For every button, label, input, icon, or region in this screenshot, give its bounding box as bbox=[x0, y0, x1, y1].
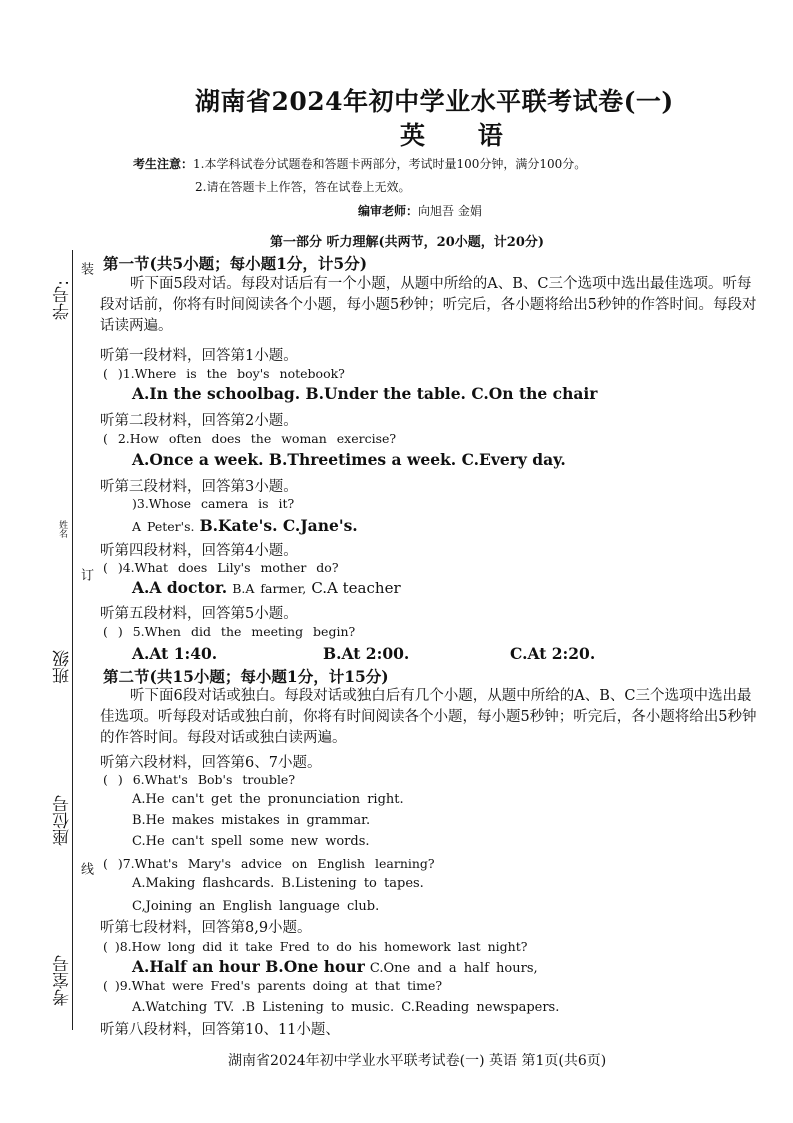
question-5-option-c: C.At 2:20. bbox=[510, 644, 596, 663]
margin-class-label: 班级 bbox=[53, 650, 73, 684]
margin-seat-label: 座位号 bbox=[53, 795, 73, 846]
margin-name-label: 姓名 bbox=[57, 520, 67, 538]
editor-line bbox=[358, 202, 482, 219]
notice-item-2: 2.请在答题卡上作答，答在试卷上无效。 bbox=[195, 180, 411, 194]
question-4-option-a: A.A doctor. bbox=[132, 578, 228, 597]
question-8-options bbox=[132, 957, 538, 976]
question-3: )3.Whose camera is it? bbox=[132, 496, 295, 511]
question-4-options bbox=[132, 578, 401, 597]
question-4-option-b: B.A farmer, bbox=[232, 581, 307, 596]
margin-student-id-label: 学号: bbox=[53, 280, 73, 320]
question-3-option-a: A Peter's. bbox=[132, 519, 195, 534]
material-6: 听第六段材料，回答第6、7小题。 bbox=[100, 755, 322, 771]
question-5: ( ) 5.When did the meeting begin? bbox=[103, 624, 356, 639]
question-7-options-ab: A.Making flashcards. B.Listening to tapes. bbox=[132, 876, 424, 891]
margin-ding: 订 bbox=[78, 568, 93, 581]
section1-title: 第一节(共5小题；每小题1分，计5分) bbox=[103, 254, 368, 273]
question-8-option-c: C.One and a half hours, bbox=[369, 961, 538, 976]
question-2-options: A.Once a week. B.Threetimes a week. C.Every day. bbox=[132, 450, 566, 469]
question-1: ( )1.Where is the boy's notebook? bbox=[103, 366, 345, 381]
notice-item-1: 1.本学科试卷分试题卷和答题卡两部分，考试时量100分钟，满分100分。 bbox=[193, 157, 587, 171]
editor-label: 编审老师： bbox=[358, 204, 419, 218]
page-footer: 湖南省2024年初中学业水平联考试卷(一) 英语 第1页(共6页) bbox=[228, 1053, 607, 1069]
question-8-options-ab: A.Half an hour B.One hour bbox=[132, 957, 365, 976]
notice-label: 考生注意： bbox=[133, 157, 194, 171]
question-6-option-a: A.He can't get the pronunciation right. bbox=[132, 792, 404, 807]
question-7: ( )7.What's Mary's advice on English learning? bbox=[103, 856, 435, 871]
question-5-option-a: A.At 1:40. bbox=[132, 644, 218, 663]
question-6: ( ) 6.What's Bob's trouble? bbox=[103, 772, 296, 787]
question-4: ( )4.What does Lily's mother do? bbox=[103, 560, 339, 575]
material-1: 听第一段材料，回答第1小题。 bbox=[100, 348, 298, 364]
question-8: ( )8.How long did it take Fred to do his homework last night? bbox=[103, 939, 528, 954]
material-7: 听第七段材料，回答第8,9小题。 bbox=[100, 920, 312, 936]
margin-zhuang: 装 bbox=[78, 262, 93, 275]
material-2: 听第二段材料，回答第2小题。 bbox=[100, 413, 298, 429]
question-6-option-c: C.He can't spell some new words. bbox=[132, 834, 370, 849]
margin-exam-room-label: 考室号 bbox=[53, 955, 73, 1006]
question-9: ( )9.What were Fred's parents doing at that time? bbox=[103, 978, 443, 993]
question-9-options: A.Watching TV. .B Listening to music. C.Reading newspapers. bbox=[132, 1000, 560, 1015]
section1-instructions: 听下面5段对话。每段对话后有一个小题，从题中所给的A、B、C三个选项中选出最佳选项。听每段对话前，你将有时间阅读各个小题，每小题5秒钟；听完后，各小题将给出5秒钟的作答时间。每段对话读两遍。 bbox=[100, 276, 757, 334]
section2-title: 第二节(共15小题；每小题1分，计15分) bbox=[103, 667, 389, 686]
question-4-option-c: C.A teacher bbox=[311, 579, 401, 597]
question-3-options bbox=[132, 516, 358, 535]
margin-xian: 线 bbox=[78, 862, 93, 875]
binding-line bbox=[72, 250, 73, 1030]
question-3-option-bc: B.Kate's. C.Jane's. bbox=[199, 516, 358, 535]
subject-title: 英 语 bbox=[400, 121, 525, 150]
question-5-option-b: B.At 2:00. bbox=[323, 644, 410, 663]
question-7-option-c: C,Joining an English language club. bbox=[132, 899, 380, 914]
material-5: 听第五段材料，回答第5小题。 bbox=[100, 606, 298, 622]
question-2: ( 2.How often does the woman exercise? bbox=[103, 431, 397, 446]
page-title: 湖南省2024年初中学业水平联考试卷(一) bbox=[195, 87, 674, 116]
question-1-options: A.In the schoolbag. B.Under the table. C.On the chair bbox=[132, 384, 598, 403]
material-3: 听第三段材料，回答第3小题。 bbox=[100, 479, 298, 495]
material-8: 听第八段材料，回答第10、11小题、 bbox=[100, 1022, 340, 1038]
editor-names: 向旭吾 金娟 bbox=[418, 204, 482, 218]
notice-line-1 bbox=[133, 155, 586, 172]
section2-instructions: 听下面6段对话或独白。每段对话或独白后有几个小题，从题中所给的A、B、C三个选项中选出最佳选项。听每段对话或独白前，你将有时间阅读各个小题，每小题5秒钟；听完后，各小题将给出5秒钟的作答时间。每段对话或独白读两遍。 bbox=[100, 688, 757, 746]
part1-title: 第一部分 听力理解(共两节，20小题，计20分) bbox=[270, 235, 545, 250]
question-6-option-b: B.He makes mistakes in grammar. bbox=[132, 813, 371, 828]
material-4: 听第四段材料，回答第4小题。 bbox=[100, 543, 298, 559]
